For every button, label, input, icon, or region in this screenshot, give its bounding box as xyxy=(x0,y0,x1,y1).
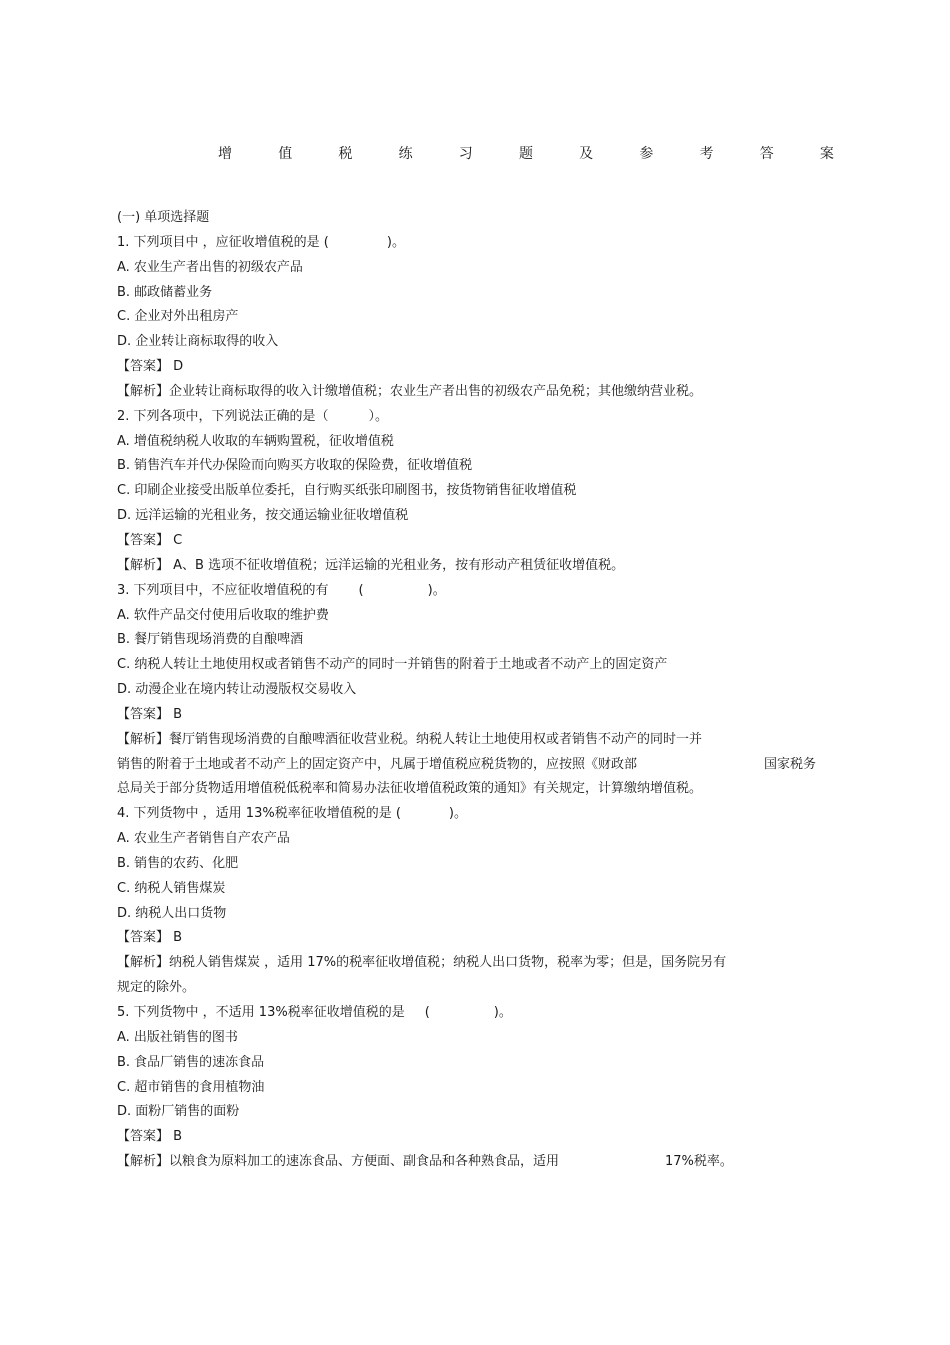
question-2-answer: 【答案】 C xyxy=(117,532,183,548)
question-3-option-b: B. 餐厅销售现场消费的自酿啤酒 xyxy=(117,632,304,648)
question-5-option-b: B. 食品厂销售的速冻食品 xyxy=(117,1054,265,1070)
title-char: 值 xyxy=(278,146,293,162)
question-4-analysis-line-2: 规定的除外。 xyxy=(117,980,196,996)
title-char: 考 xyxy=(699,146,714,162)
title-char: 及 xyxy=(579,146,594,162)
question-4-option-c: C. 纳税人销售煤炭 xyxy=(117,880,226,896)
question-2-option-b: B. 销售汽车并代办保险而向购买方收取的保险费，征收增值税 xyxy=(117,458,473,474)
question-5-analysis: 【解析】以粮食为原料加工的速冻食品、方便面、副食品和各种熟食品，适用 17%税率。 xyxy=(117,1154,733,1170)
title-char: 案 xyxy=(819,146,834,162)
question-3-option-d: D. 动漫企业在境内转让动漫版权交易收入 xyxy=(117,682,357,698)
question-5-stem: 5. 下列货物中 ，不适用 13%税率征收增值税的是 ( )。 xyxy=(117,1005,512,1020)
question-2-option-c: C. 印刷企业接受出版单位委托，自行购买纸张印刷图书，按货物销售征收增值税 xyxy=(117,483,577,499)
question-3-analysis-line-2: 销售的附着于土地或者不动产上的固定资产中，凡属于增值税应税货物的，应按照《财政部 国家税务 xyxy=(117,756,817,772)
question-1-option-d: D. 企业转让商标取得的收入 xyxy=(117,334,279,350)
question-4-option-a: A. 农业生产者销售自产农产品 xyxy=(117,831,290,847)
question-2-stem: 2. 下列各项中，下列说法正确的是（ ）。 xyxy=(117,408,389,424)
question-3-analysis-line-3: 总局关于部分货物适用增值税低税率和简易办法征收增值税政策的通知》有关规定，计算缴纳增值税。 xyxy=(117,781,703,797)
title-char: 参 xyxy=(639,146,654,162)
question-5-option-c: C. 超市销售的食用植物油 xyxy=(117,1079,265,1095)
title-char: 题 xyxy=(518,146,533,162)
title-char: 练 xyxy=(398,146,413,162)
question-1-option-a: A. 农业生产者出售的初级农产品 xyxy=(117,259,303,275)
question-4-stem: 4. 下列货物中 ，适用 13%税率征收增值税的是 ( )。 xyxy=(117,806,467,822)
document-title xyxy=(218,143,834,163)
question-5-answer: 【答案】 B xyxy=(117,1129,183,1145)
title-char: 税 xyxy=(338,146,353,162)
title-char: 增 xyxy=(218,146,232,162)
question-3-option-c: C. 纳税人转让土地使用权或者销售不动产的同时一并销售的附着于土地或者不动产上的固定资产 xyxy=(117,657,668,673)
question-1-analysis: 【解析】企业转让商标取得的收入计缴增值税；农业生产者出售的初级农产品免税；其他缴纳营业税。 xyxy=(117,383,703,399)
title-char: 答 xyxy=(759,146,774,162)
document-body xyxy=(117,206,837,1175)
question-3-stem: 3. 下列项目中，不应征收增值税的有 ( )。 xyxy=(117,582,446,598)
question-2-analysis: 【解析】 A、B 选项不征收增值税；远洋运输的光租业务，按有形动产租赁征收增值税。 xyxy=(117,557,625,573)
question-3-analysis-line-1: 【解析】餐厅销售现场消费的自酿啤酒征收营业税。纳税人转让土地使用权或者销售不动产的同时一并 xyxy=(117,731,703,747)
question-5-option-d: D. 面粉厂销售的面粉 xyxy=(117,1104,240,1120)
question-5-option-a: A. 出版社销售的图书 xyxy=(117,1029,238,1045)
title-char: 习 xyxy=(458,146,473,162)
question-4-analysis-line-1: 【解析】纳税人销售煤炭 ，适用 17%的税率征收增值税；纳税人出口货物，税率为零；但是，国务院另有 xyxy=(117,955,727,971)
question-4-option-b: B. 销售的农药、化肥 xyxy=(117,855,239,871)
section-heading: (一) 单项选择题 xyxy=(117,210,210,225)
question-3-option-a: A. 软件产品交付使用后收取的维护费 xyxy=(117,607,329,623)
question-4-option-d: D. 纳税人出口货物 xyxy=(117,905,227,921)
question-1-option-c: C. 企业对外出租房产 xyxy=(117,309,239,325)
question-3-answer: 【答案】 B xyxy=(117,706,183,722)
question-1-answer: 【答案】 D xyxy=(117,359,184,375)
question-2-option-d: D. 远洋运输的光租业务，按交通运输业征收增值税 xyxy=(117,508,409,524)
question-2-option-a: A. 增值税纳税人收取的车辆购置税，征收增值税 xyxy=(117,433,394,449)
question-1-stem: 1. 下列项目中 ，应征收增值税的是 ( )。 xyxy=(117,234,405,250)
question-1-option-b: B. 邮政储蓄业务 xyxy=(117,284,213,300)
question-4-answer: 【答案】 B xyxy=(117,930,183,946)
